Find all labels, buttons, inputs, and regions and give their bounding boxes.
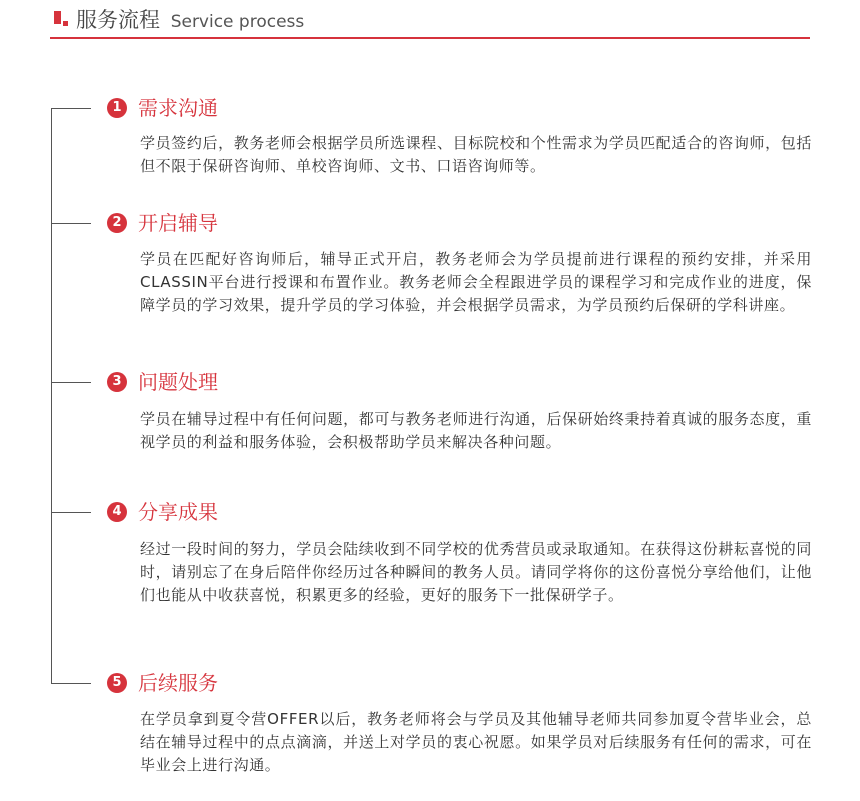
step-1-title: 需求沟通 [138, 96, 218, 120]
step-2-number-badge: 2 [107, 213, 127, 233]
step-5-description: 在学员拿到夏令营OFFER以后，教务老师将会与学员及其他辅导老师共同参加夏令营毕业会，总结在辅导过程中的点点滴滴，并送上对学员的衷心祝愿。如果学员对后续服务有任何的需求，可在毕业会上进行沟通。 [140, 710, 812, 774]
step-4-title: 分享成果 [138, 500, 218, 524]
step-4-description: 经过一段时间的努力，学员会陆续收到不同学校的优秀营员或录取通知。在获得这份耕耘喜悦的同时，请别忘了在身后陪伴你经历过各种瞬间的教务人员。请同学将你的这份喜悦分享给他们，让他们也能从中收获喜悦，积累更多的经验，更好的服务下一批保研学子。 [140, 540, 812, 604]
step-5-number-badge: 5 [107, 673, 127, 693]
step-4-connector [51, 512, 91, 513]
step-3-connector [51, 382, 91, 383]
step-5-title: 后续服务 [138, 671, 218, 695]
step-3-number-badge: 3 [107, 372, 127, 392]
step-2-connector [51, 223, 91, 224]
step-3-title: 问题处理 [138, 370, 218, 394]
header-accent-bar [54, 11, 61, 24]
section-title-zh: 服务流程 [76, 8, 160, 32]
header-accent-dot [63, 21, 68, 26]
step-5-connector [51, 683, 91, 684]
section-title-en: Service process [170, 12, 305, 32]
step-1-connector [51, 108, 91, 109]
section-title [76, 6, 304, 36]
step-2-description: 学员在匹配好咨询师后，辅导正式开启，教务老师会为学员提前进行课程的预约安排，并采用CLASSIN平台进行授课和布置作业。教务老师会全程跟进学员的课程学习和完成作业的进度，保障学员的学习效果，提升学员的学习体验，并会根据学员需求，为学员预约后保研的学科讲座。 [140, 250, 812, 314]
timeline-line [51, 108, 52, 683]
section-header [0, 0, 860, 42]
step-2-title: 开启辅导 [138, 211, 218, 235]
step-3-description: 学员在辅导过程中有任何问题，都可与教务老师进行沟通，后保研始终秉持着真诚的服务态度，重视学员的利益和服务体验，会积极帮助学员来解决各种问题。 [140, 410, 812, 451]
header-underline [50, 37, 810, 39]
step-1-description: 学员签约后，教务老师会根据学员所选课程、目标院校和个性需求为学员匹配适合的咨询师，包括但不限于保研咨询师、单校咨询师、文书、口语咨询师等。 [140, 134, 812, 175]
step-4-number-badge: 4 [107, 502, 127, 522]
step-1-number-badge: 1 [107, 98, 127, 118]
